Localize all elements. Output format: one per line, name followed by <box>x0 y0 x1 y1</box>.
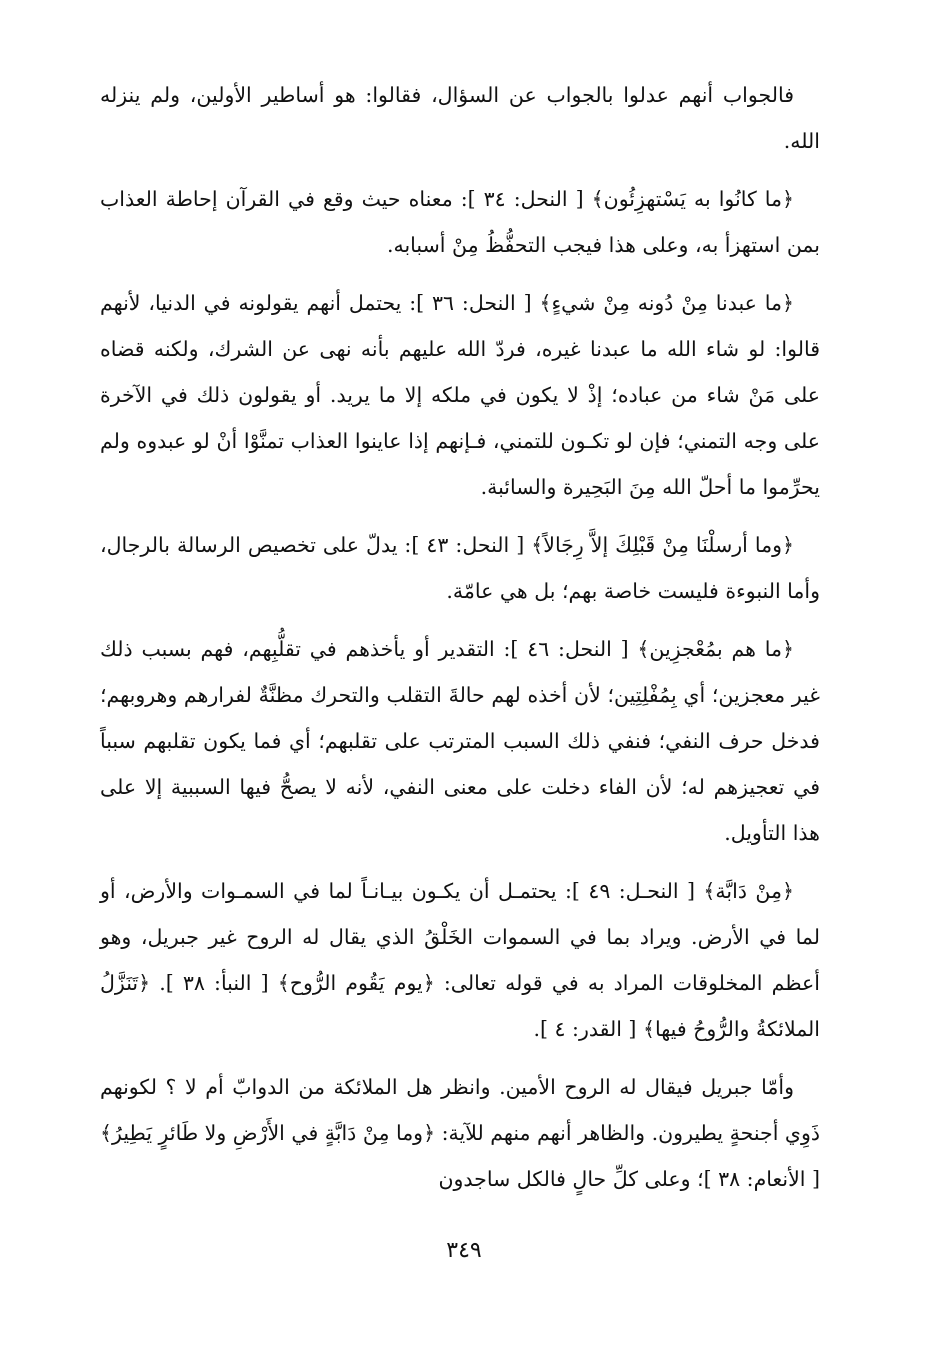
paragraph-6: ﴿مِنْ دَابَّة﴾ [ النحـل: ٤٩ ]: يحتمـل أن يكـون بيـانـاً لما في السمـوات والأرض، أو لما في الأرض. ويراد بما في السموات الخَلْقُ الذي يقال له الروح غير جبريل، وهو أعظم المخلوقات المراد به في قوله تعالى: ﴿يوم يَقُوم الرُّوح﴾ [ النبأ: ٣٨ ]. ﴿تَنَزَّلُ الملائكةُ والرُّوحُ فيها﴾ [ القدر: ٤ ]. <box>100 879 820 1041</box>
paragraph-7: وأمّا جبريل فيقال له الروح الأمين. وانظر هل الملائكة من الدوابّ أم لا ؟ لكونهم ذَوِي أجنحةٍ يطيرون. والظاهر أنهم منهم للآية: ﴿وما مِنْ دَابَّةٍ في الأَرْضِ ولا طَائرٍ يَطِيرُ﴾ [ الأنعام: ٣٨ ]؛ وعلى كلِّ حالٍ فالكل ساجدون <box>100 1075 820 1191</box>
paragraph-4: ﴿وما أرسلْنَا مِنْ قَبْلِكَ إلاَّ رِجَالاً﴾ [ النحل: ٤٣ ]: يدلّ على تخصيص الرسالة بالرجال، وأما النبوءة فليست خاصة بهم؛ بل هي عامّة. <box>100 533 820 603</box>
paragraph-5: ﴿ما هم بمُعْجزِين﴾ [ النحل: ٤٦ ]: التقدير أو يأخذهم في تقلُّبِهم، فهم بسبب ذلك غير معجزين؛ أي بِمُفْلِتِين؛ لأن أخذه لهم حالةَ التقلب والتحرك مظنَّةٌ لفرارهم وهروبهم؛ فدخل حرف النفي؛ فنفي ذلك السبب المترتب على تقلبهم؛ أي فما يكون تقلبهم سبباً في تعجيزهم له؛ لأن الفاء دخلت على معنى النفي، لأنه لا يصحُّ فيها السببية إلا على هذا التأويل. <box>100 637 820 845</box>
paragraph-2: ﴿ما كانُوا به يَسْتهزِئُون﴾ [ النحل: ٣٤ ]: معناه حيث وقع في القرآن إحاطة العذاب بمن استهزأ به، وعلى هذا فيجب التحفُّظُ مِنْ أسبابه. <box>100 187 820 257</box>
page-number: ٣٤٩ <box>446 1238 482 1263</box>
paragraph-1: فالجواب أنهم عدلوا بالجواب عن السؤال، فقالوا: هو أساطير الأولين، ولم ينزله الله. <box>100 83 820 153</box>
page-body <box>100 72 820 1214</box>
paragraph-3: ﴿ما عبدنا مِنْ دُونه مِنْ شيءٍ﴾ [ النحل: ٣٦ ]: يحتمل أنهم يقولونه في الدنيا، لأنهم قالوا: لو شاء الله ما عبدنا غيره، فردّ الله عليهم بأنه نهى عن الشرك، ولكنه قضاه على مَنْ شاء من عباده؛ إذْ لا يكون في ملكه إلا ما يريد. أو يقولون ذلك في الآخرة على وجه التمني؛ فإن لو تكـون للتمني، فـإنهم إذا عاينوا العذاب تمنَّوْا أنْ لو عبدوه ولم يحرِّموا ما أحلّ الله مِنَ البَحِيرة والسائبة. <box>100 291 820 499</box>
